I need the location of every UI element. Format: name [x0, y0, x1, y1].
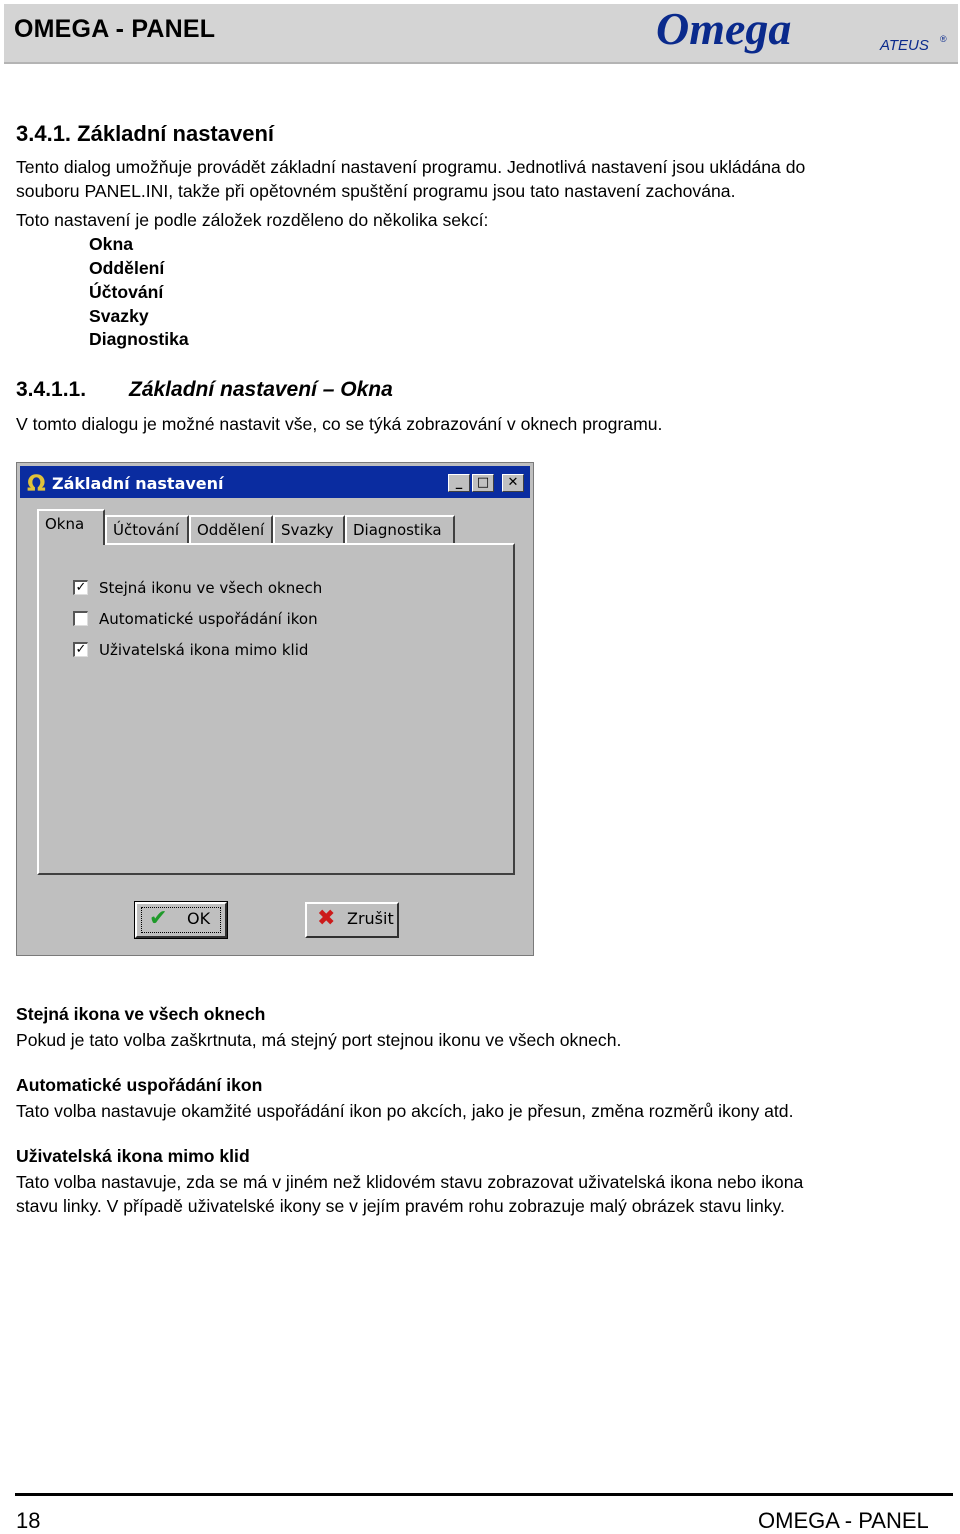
cross-icon: ✖ — [317, 906, 336, 931]
list-item: Svazky — [89, 306, 149, 326]
checkbox[interactable]: ✓ — [73, 580, 88, 595]
minimize-button[interactable]: _ — [448, 474, 470, 492]
tab-okna[interactable]: Okna — [37, 509, 105, 545]
omega-ateus-logo — [652, 2, 952, 58]
section-heading: 3.4.1. Základní nastavení — [16, 121, 275, 146]
subsection-number: 3.4.1.1. — [16, 378, 87, 401]
description-text: Tato volba nastavuje, zda se má v jiném než klidovém stavu zobrazovat uživatelská ikona nebo ikona — [16, 1172, 804, 1192]
ok-button[interactable] — [135, 902, 227, 938]
description-text: stavu linky. V případě uživatelské ikony se v jejím pravém rohu zobrazuje malý obrázek stavu linky. — [16, 1196, 785, 1216]
omega-icon: Ω — [27, 472, 46, 497]
checkbox-label: Stejná ikonu ve všech oknech — [99, 579, 323, 597]
intro-line-3: Toto nastavení je podle záložek rozděleno do několika sekcí: — [16, 210, 489, 230]
intro-line-1: Tento dialog umožňuje provádět základní nastavení programu. Jednotlivá nastavení jsou ukládána do — [16, 157, 806, 177]
header-title: OMEGA - PANEL — [14, 15, 216, 43]
tab-oddeleni[interactable]: Oddělení — [189, 515, 273, 543]
checkbox[interactable]: ✓ — [73, 642, 88, 657]
list-item: Okna — [89, 234, 134, 254]
footer-divider — [15, 1493, 953, 1496]
logo-subtitle: ATEUS — [880, 37, 929, 54]
checkbox-label: Uživatelská ikona mimo klid — [99, 641, 309, 659]
description-text: Pokud je tato volba zaškrtnuta, má stejný port stejnou ikonu ve všech oknech. — [16, 1030, 622, 1050]
tab-diagnostika[interactable]: Diagnostika — [345, 515, 455, 543]
subsection-intro: V tomto dialogu je možné nastavit vše, co se týká zobrazování v oknech programu. — [16, 414, 663, 434]
logo-wordmark: Omega — [656, 3, 792, 54]
list-item: Oddělení — [89, 258, 165, 278]
checkbox[interactable] — [73, 611, 88, 626]
cancel-label: Zrušit — [347, 909, 394, 928]
logo-registered-mark: ® — [940, 34, 947, 44]
ok-label: OK — [187, 909, 211, 928]
page-number: 18 — [16, 1508, 41, 1533]
description-text: Tato volba nastavuje okamžité uspořádání ikon po akcích, jako je přesun, změna rozměrů ikony atd. — [16, 1101, 794, 1121]
list-item: Diagnostika — [89, 329, 189, 349]
dialog-titlebar[interactable] — [20, 466, 530, 498]
maximize-button[interactable]: □ — [472, 474, 494, 492]
list-item: Účtování — [89, 282, 164, 302]
footer-title: OMEGA - PANEL — [758, 1508, 929, 1533]
intro-line-2: souboru PANEL.INI, takže při opětovném spuštění programu jsou tato nastavení zachována. — [16, 181, 736, 201]
description-title: Stejná ikona ve všech oknech — [16, 1004, 266, 1024]
cancel-button[interactable] — [305, 902, 399, 938]
checkbox-label: Automatické uspořádání ikon — [99, 610, 318, 628]
description-title: Automatické uspořádání ikon — [16, 1075, 263, 1095]
dialog-title: Základní nastavení — [52, 474, 224, 493]
tab-uctovani[interactable]: Účtování — [105, 515, 189, 543]
tab-svazky[interactable]: Svazky — [273, 515, 345, 543]
settings-dialog — [16, 462, 534, 956]
subsection-title: Základní nastavení – Okna — [129, 378, 393, 401]
check-icon: ✔ — [149, 906, 168, 931]
description-title: Uživatelská ikona mimo klid — [16, 1146, 250, 1166]
close-button[interactable]: ✕ — [502, 474, 524, 492]
